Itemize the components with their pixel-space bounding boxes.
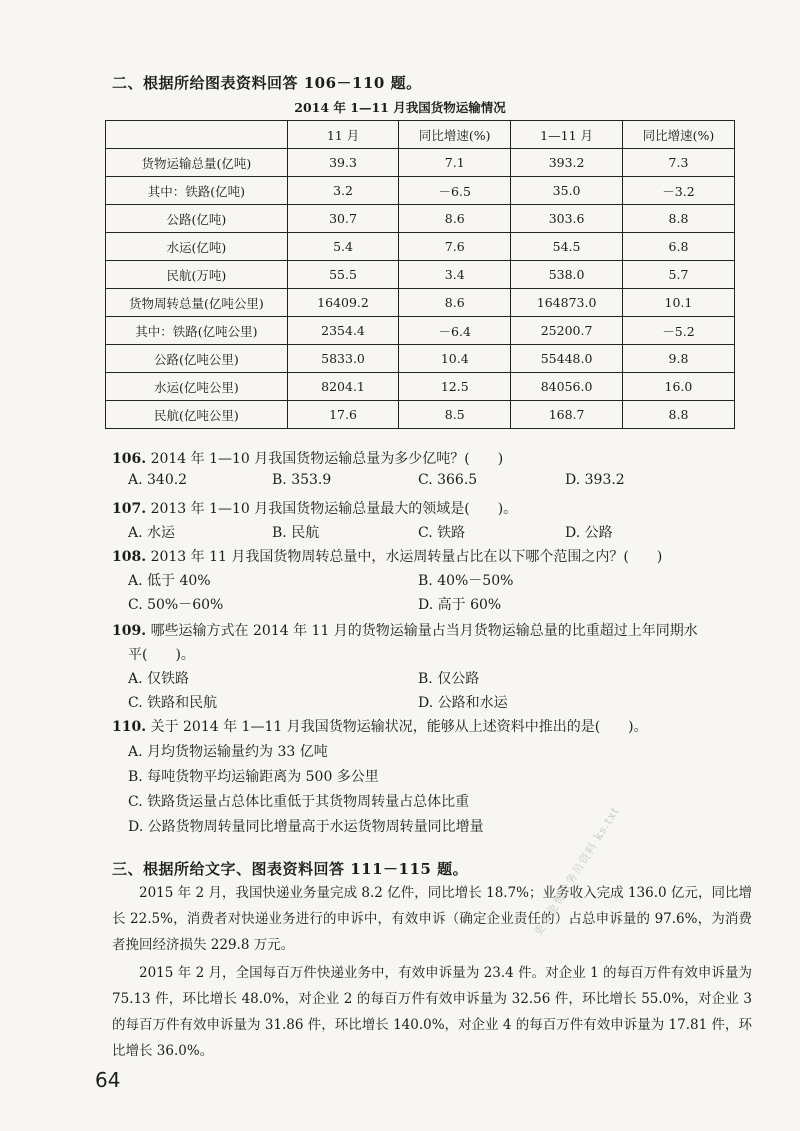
table-cell: 3.2: [287, 177, 398, 205]
table-cell: 164873.0: [511, 289, 623, 317]
question-text: 2014 年 1—10 月我国货物运输总量为多少亿吨？( ): [150, 451, 504, 467]
q108-option-b[interactable]: B. 40%－50%: [418, 573, 514, 589]
header-cell: 同比增速(%): [622, 121, 734, 149]
row-label: 公路(亿吨公里): [106, 345, 288, 373]
table-cell: 5.7: [622, 261, 734, 289]
q108-option-c[interactable]: C. 50%－60%: [128, 597, 224, 613]
question-number: 108.: [112, 549, 147, 565]
table-row: [106, 233, 735, 261]
freight-table: [105, 120, 735, 429]
row-label: 货物运输总量(亿吨): [106, 149, 288, 177]
table-cell: 54.5: [511, 233, 623, 261]
section-2-heading: 二、根据所给图表资料回答 106－110 题。: [112, 74, 422, 92]
table-cell: 12.5: [399, 373, 511, 401]
table-cell: －6.4: [399, 317, 511, 345]
section-3-paragraph-2: 2015 年 2 月，全国每百万件快递业务中，有效申诉量为 23.4 件。对企业 1 的每百万件有效申诉量为 75.13 件，环比增长 48.0%，对企业 2 的每百万件有效申诉量为 32.56 件，环比增长 55.0%，对企业 3 的每百万件有效申诉量为 31.86 件，环比增长 140.0%，对企业 4 的每百万件有效申诉量为 17.81 件，环比增长 36.0%。: [112, 965, 752, 1059]
table-cell: 5833.0: [287, 345, 398, 373]
table-row: [106, 205, 735, 233]
row-label: 水运(亿吨公里): [106, 373, 288, 401]
table-cell: 35.0: [511, 177, 623, 205]
table-cell: 8.8: [622, 205, 734, 233]
table-cell: 8.5: [399, 401, 511, 429]
table-row: [106, 149, 735, 177]
q108-option-d[interactable]: D. 高于 60%: [418, 597, 502, 613]
row-label: 水运(亿吨): [106, 233, 288, 261]
table-cell: 30.7: [287, 205, 398, 233]
row-label: 民航(万吨): [106, 261, 288, 289]
table-cell: 2354.4: [287, 317, 398, 345]
table-cell: 16.0: [622, 373, 734, 401]
table-cell: 9.8: [622, 345, 734, 373]
table-cell: 393.2: [511, 149, 623, 177]
table-cell: 17.6: [287, 401, 398, 429]
table-cell: 7.6: [399, 233, 511, 261]
q109-option-c[interactable]: C. 铁路和民航: [128, 695, 218, 711]
table-cell: 5.4: [287, 233, 398, 261]
question-106: [112, 448, 503, 468]
row-label: 公路(亿吨): [106, 205, 288, 233]
table-row: [106, 345, 735, 373]
q109-option-d[interactable]: D. 公路和水运: [418, 695, 508, 711]
table-cell: 8204.1: [287, 373, 398, 401]
question-110: [112, 716, 648, 736]
table-cell: 25200.7: [511, 317, 623, 345]
question-109-continued: 平( )。: [128, 647, 195, 663]
table-row: [106, 261, 735, 289]
q106-option-d[interactable]: D. 393.2: [565, 472, 625, 488]
question-number: 110.: [112, 719, 147, 735]
table-title: 2014 年 1—11 月我国货物运输情况: [294, 100, 506, 115]
table-row: [106, 373, 735, 401]
table-header-row: [106, 121, 735, 149]
table-cell: 10.4: [399, 345, 511, 373]
table-cell: －5.2: [622, 317, 734, 345]
table-cell: 10.1: [622, 289, 734, 317]
header-cell: 1—11 月: [511, 121, 623, 149]
q106-option-a[interactable]: A. 340.2: [128, 472, 188, 488]
header-cell: 11 月: [287, 121, 398, 149]
page-number: 64: [95, 1068, 121, 1092]
row-label: 其中：铁路(亿吨): [106, 177, 288, 205]
table-row: [106, 401, 735, 429]
table-row: [106, 317, 735, 345]
q110-option-a[interactable]: A. 月均货物运输量约为 33 亿吨: [128, 744, 328, 760]
q107-option-b[interactable]: B. 民航: [272, 525, 320, 541]
question-text: 2013 年 1—10 月我国货物运输总量最大的领域是( )。: [150, 501, 518, 517]
q107-option-a[interactable]: A. 水运: [128, 525, 176, 541]
header-cell: 同比增速(%): [399, 121, 511, 149]
q110-option-b[interactable]: B. 每吨货物平均运输距离为 500 多公里: [128, 769, 379, 785]
row-label: 民航(亿吨公里): [106, 401, 288, 429]
table-cell: 39.3: [287, 149, 398, 177]
q110-option-c[interactable]: C. 铁路货运量占总体比重低于其货物周转量占总体比重: [128, 794, 470, 810]
question-108: [112, 546, 662, 566]
q109-option-b[interactable]: B. 仅公路: [418, 671, 480, 687]
table-cell: 55.5: [287, 261, 398, 289]
table-cell: 538.0: [511, 261, 623, 289]
row-label: 其中：铁路(亿吨公里): [106, 317, 288, 345]
section-3-heading: 三、根据所给文字、图表资料回答 111－115 题。: [112, 860, 469, 878]
table-row: [106, 289, 735, 317]
table-cell: 84056.0: [511, 373, 623, 401]
question-109: [112, 620, 698, 640]
watermark-stamp: 更多免费公务员资料 ks.txt: [531, 804, 622, 938]
table-cell: 6.8: [622, 233, 734, 261]
table-cell: 55448.0: [511, 345, 623, 373]
q106-option-c[interactable]: C. 366.5: [418, 472, 478, 488]
question-number: 109.: [112, 623, 147, 639]
table-cell: 16409.2: [287, 289, 398, 317]
q110-option-d[interactable]: D. 公路货物周转量同比增量高于水运货物周转量同比增量: [128, 819, 484, 835]
question-text: 2013 年 11 月我国货物周转总量中，水运周转量占比在以下哪个范围之内？( ): [150, 549, 663, 565]
section-3-paragraph-1: 2015 年 2 月，我国快递业务量完成 8.2 亿件，同比增长 18.7%；业务收入完成 136.0 亿元，同比增长 22.5%，消费者对快递业务进行的申诉中，有效申诉（确定企业责任的）占总申诉量的 97.6%，为消费者挽回经济损失 229.8 万元。: [112, 885, 752, 953]
q106-option-b[interactable]: B. 353.9: [272, 472, 332, 488]
table-cell: 3.4: [399, 261, 511, 289]
question-text: 哪些运输方式在 2014 年 11 月的货物运输量占当月货物运输总量的比重超过上年同期水: [150, 623, 698, 639]
table-cell: 8.8: [622, 401, 734, 429]
q108-option-a[interactable]: A. 低于 40%: [128, 573, 211, 589]
question-text: 关于 2014 年 1—11 月我国货物运输状况，能够从上述资料中推出的是( )。: [150, 719, 648, 735]
q107-option-d[interactable]: D. 公路: [565, 525, 613, 541]
question-number: 107.: [112, 501, 147, 517]
table-cell: －3.2: [622, 177, 734, 205]
question-number: 106.: [112, 451, 147, 467]
q107-option-c[interactable]: C. 铁路: [418, 525, 466, 541]
table-cell: 168.7: [511, 401, 623, 429]
table-row: [106, 177, 735, 205]
header-cell: [106, 121, 288, 149]
table-cell: －6.5: [399, 177, 511, 205]
q109-option-a[interactable]: A. 仅铁路: [128, 671, 190, 687]
table-cell: 7.3: [622, 149, 734, 177]
table-cell: 8.6: [399, 205, 511, 233]
row-label: 货物周转总量(亿吨公里): [106, 289, 288, 317]
table-cell: 8.6: [399, 289, 511, 317]
question-107: [112, 498, 517, 518]
table-cell: 7.1: [399, 149, 511, 177]
table-cell: 303.6: [511, 205, 623, 233]
